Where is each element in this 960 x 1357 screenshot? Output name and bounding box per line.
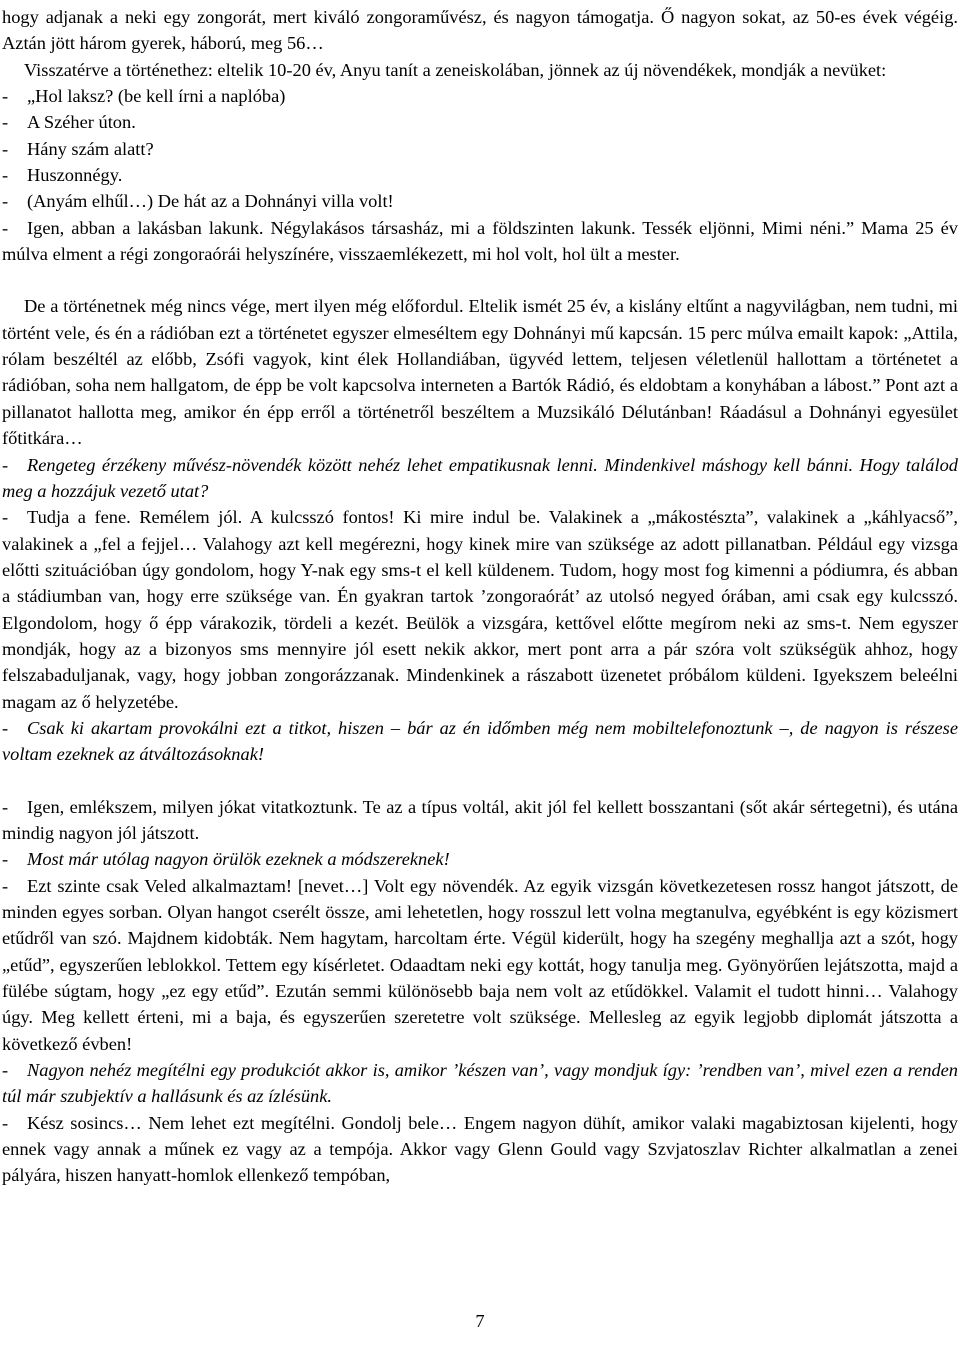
paragraph [2, 293, 958, 451]
dialogue-dash: - [2, 165, 9, 186]
dialogue-line [2, 215, 958, 268]
paragraph-text: (Anyám elhűl…) De hát az a Dohnányi villa volt! [27, 191, 394, 212]
dialogue-dash: - [2, 849, 9, 870]
dialogue-dash: - [2, 1060, 9, 1081]
page-number: 7 [475, 1311, 485, 1331]
dialogue-line [2, 794, 958, 847]
paragraph-text: A Széher úton. [27, 112, 136, 133]
paragraph [2, 57, 958, 83]
dialogue-dash: - [2, 796, 9, 817]
dialogue-line [2, 109, 958, 135]
dialogue-dash: - [2, 191, 9, 212]
paragraph-text: Igen, emlékszem, milyen jókat vitatkoztunk. Te az a típus voltál, akit jól fel kellett bosszantani (sőt akár sértegetni), és utána mindig nagyon jól játszott. [2, 796, 958, 843]
paragraph-text: Igen, abban a lakásban lakunk. Négylakásos társasház, mi a földszinten lakunk. Tessék eljönni, Mimi néni.” Mama 25 év múlva elment a régi zongoraórái helyszínére, visszaemlékezett, mi hol volt, hol ült a mester. [2, 217, 958, 265]
dialogue-line [2, 1110, 958, 1189]
paragraph-text: Kész sosincs… Nem lehet ezt megítélni. Gondolj bele… Engem nagyon dühít, amikor valaki magabiztosan kijelenti, hogy ennek vagy annak a műnek ez vagy az a tempója. Akkor vagy Glenn Gould vagy Szvjatoszlav Richter alkalmatlan a zenei pályára, hiszen hanyatt-homlok ellenkező tempóban, [2, 1112, 958, 1186]
dialogue-line [2, 136, 958, 162]
dialogue-line [2, 452, 958, 505]
dialogue-dash: - [2, 217, 9, 238]
paragraph-text: Hány szám alatt? [27, 138, 154, 159]
dialogue-line [2, 846, 958, 872]
paragraph-text: De a történetnek még nincs vége, mert ilyen még előfordul. Eltelik ismét 25 év, a kislány eltűnt a nagyvilágban, nem tudni, mi történt vele, és én a rádióban ezt a történetet egyszer elmeséltem egy Dohnányi mű kapcsán. 15 perc múlva emailt kapok: „Attila, rólam beszéltél az előbb, Zsófi vagyok, kint élek Hollandiában, ügyvéd lettem, teljesen véletlenül hallottam a történetet a rádióban, soha nem hallgatom, de épp be volt kapcsolva interneten a Bartók Rádió, és eldobtam a konyhában a lábost.” Pont azt a pillanatot hallotta meg, amikor én épp erről a történetről beszéltem a Muzsikáló Délutánban! Ráadásul a Dohnányi egyesület főtitkára… [2, 296, 958, 449]
dialogue-dash: - [2, 454, 9, 475]
dialogue-line [2, 715, 958, 768]
paragraph [2, 4, 958, 57]
dialogue-dash: - [2, 138, 9, 159]
dialogue-line [2, 504, 958, 715]
paragraph-text: Tudja a fene. Remélem jól. A kulcsszó fontos! Ki mire indul be. Valakinek a „mákostészta”, valakinek a „káhlyacső”, valakinek a „fel a fejjel… Valahogy azt kell megérezni, hogy kinek mire van szüksége az adott pillanatban. Például egy vizsga előtti szituációban úgy gondolom, hogy Y-nak egy sms-t el kell küldenem. Tudom, hogy most fog kimenni a pódiumra, és abban a stádiumban van, hogy erre szüksége van. Én gyakran tartok ’zongoraórát’ az utolsó negyed órában, ami csak egy kulcsszó. Elgondolom, hogy ő épp várakozik, tördeli a kezét. Beülök a vizsgára, kettővel előtte megírom neki az sms-t. Nem egyszer mondják, hogy az a bizonyos sms mennyire jól esett nekik akkor, mert pont arra a pár szóra volt szükségük ahhoz, hogy felszabaduljanak, vagy, hogy jobban zongorázzanak. Mindenkinek a rászabott üzenetet próbálom küldeni. Igyekszem beleélni magam az ő helyzetébe. [2, 507, 958, 712]
paragraph-text: Ezt szinte csak Veled alkalmaztam! [nevet…] Volt egy növendék. Az egyik vizsgán következetesen rossz hangot játszott, de minden egyes sorban. Olyan hangot cserélt össze, ami lehetetlen, hogy rosszul lett volna megtanulva, egyébként is egy közismert etűdről van szó. Majdnem kidobták. Nem hagytam, harcoltam érte. Végül kiderült, hogy ha szegény meghallja azt a szót, hogy „etűd”, egyszerűen leblokkol. Tettem egy kísérletet. Odaadtam neki egy kottát, hogy tanulja meg. Gyönyörűen lejátszotta, majd a fülébe súgtam, hogy „ez egy etűd”. Ezután semmi különösebb baja nem volt az etűdökkel. Valamit el tudott hinni… Valahogy úgy. Meg kellett érteni, mi a baja, és egyszerűen szeretetre volt szüksége. Mellesleg az egyik legjobb diplomát játszotta a következő évben! [2, 875, 958, 1054]
dialogue-line [2, 1057, 958, 1110]
paragraph-text: Visszatérve a történethez: eltelik 10-20 év, Anyu tanít a zeneiskolában, jönnek az új növendékek, mondják a nevüket: [24, 59, 887, 80]
dialogue-line [2, 873, 958, 1057]
document-body [2, 4, 958, 1189]
paragraph-text: Nagyon nehéz megítélni egy produkciót akkor is, amikor ’készen van’, vagy mondjuk így: ’rendben van’, mivel ezen a renden túl már szubjektív a hallásunk és az ízlésünk. [2, 1060, 958, 1107]
dialogue-dash: - [2, 717, 9, 738]
dialogue-dash: - [2, 507, 9, 528]
paragraph-text: Huszonnégy. [27, 165, 123, 186]
paragraph-text: Csak ki akartam provokálni ezt a titkot, hiszen – bár az én időmben még nem mobiltelefonoztunk –, de nagyon is részese voltam ezeknek az átváltozásoknak! [2, 717, 958, 765]
paragraph-gap [2, 267, 958, 293]
paragraph-text: hogy adjanak a neki egy zongorát, mert kiváló zongoraművész, és nagyon támogatja. Ő nagyon sokat, az 50-es évek végéig. Aztán jött három gyerek, háború, meg 56… [2, 7, 958, 54]
dialogue-dash: - [2, 875, 9, 896]
dialogue-dash: - [2, 1112, 9, 1133]
dialogue-line [2, 188, 958, 214]
dialogue-dash: - [2, 112, 9, 133]
paragraph-text: Most már utólag nagyon örülök ezeknek a módszereknek! [27, 849, 450, 870]
dialogue-line [2, 162, 958, 188]
dialogue-dash: - [2, 86, 9, 107]
paragraph-gap [2, 768, 958, 794]
dialogue-line [2, 83, 958, 109]
paragraph-text: Rengeteg érzékeny művész-növendék között nehéz lehet empatikusnak lenni. Mindenkivel máshogy kell bánni. Hogy találod meg a hozzájuk vezető utat? [2, 454, 958, 501]
paragraph-text: „Hol laksz? (be kell írni a naplóba) [27, 86, 286, 107]
